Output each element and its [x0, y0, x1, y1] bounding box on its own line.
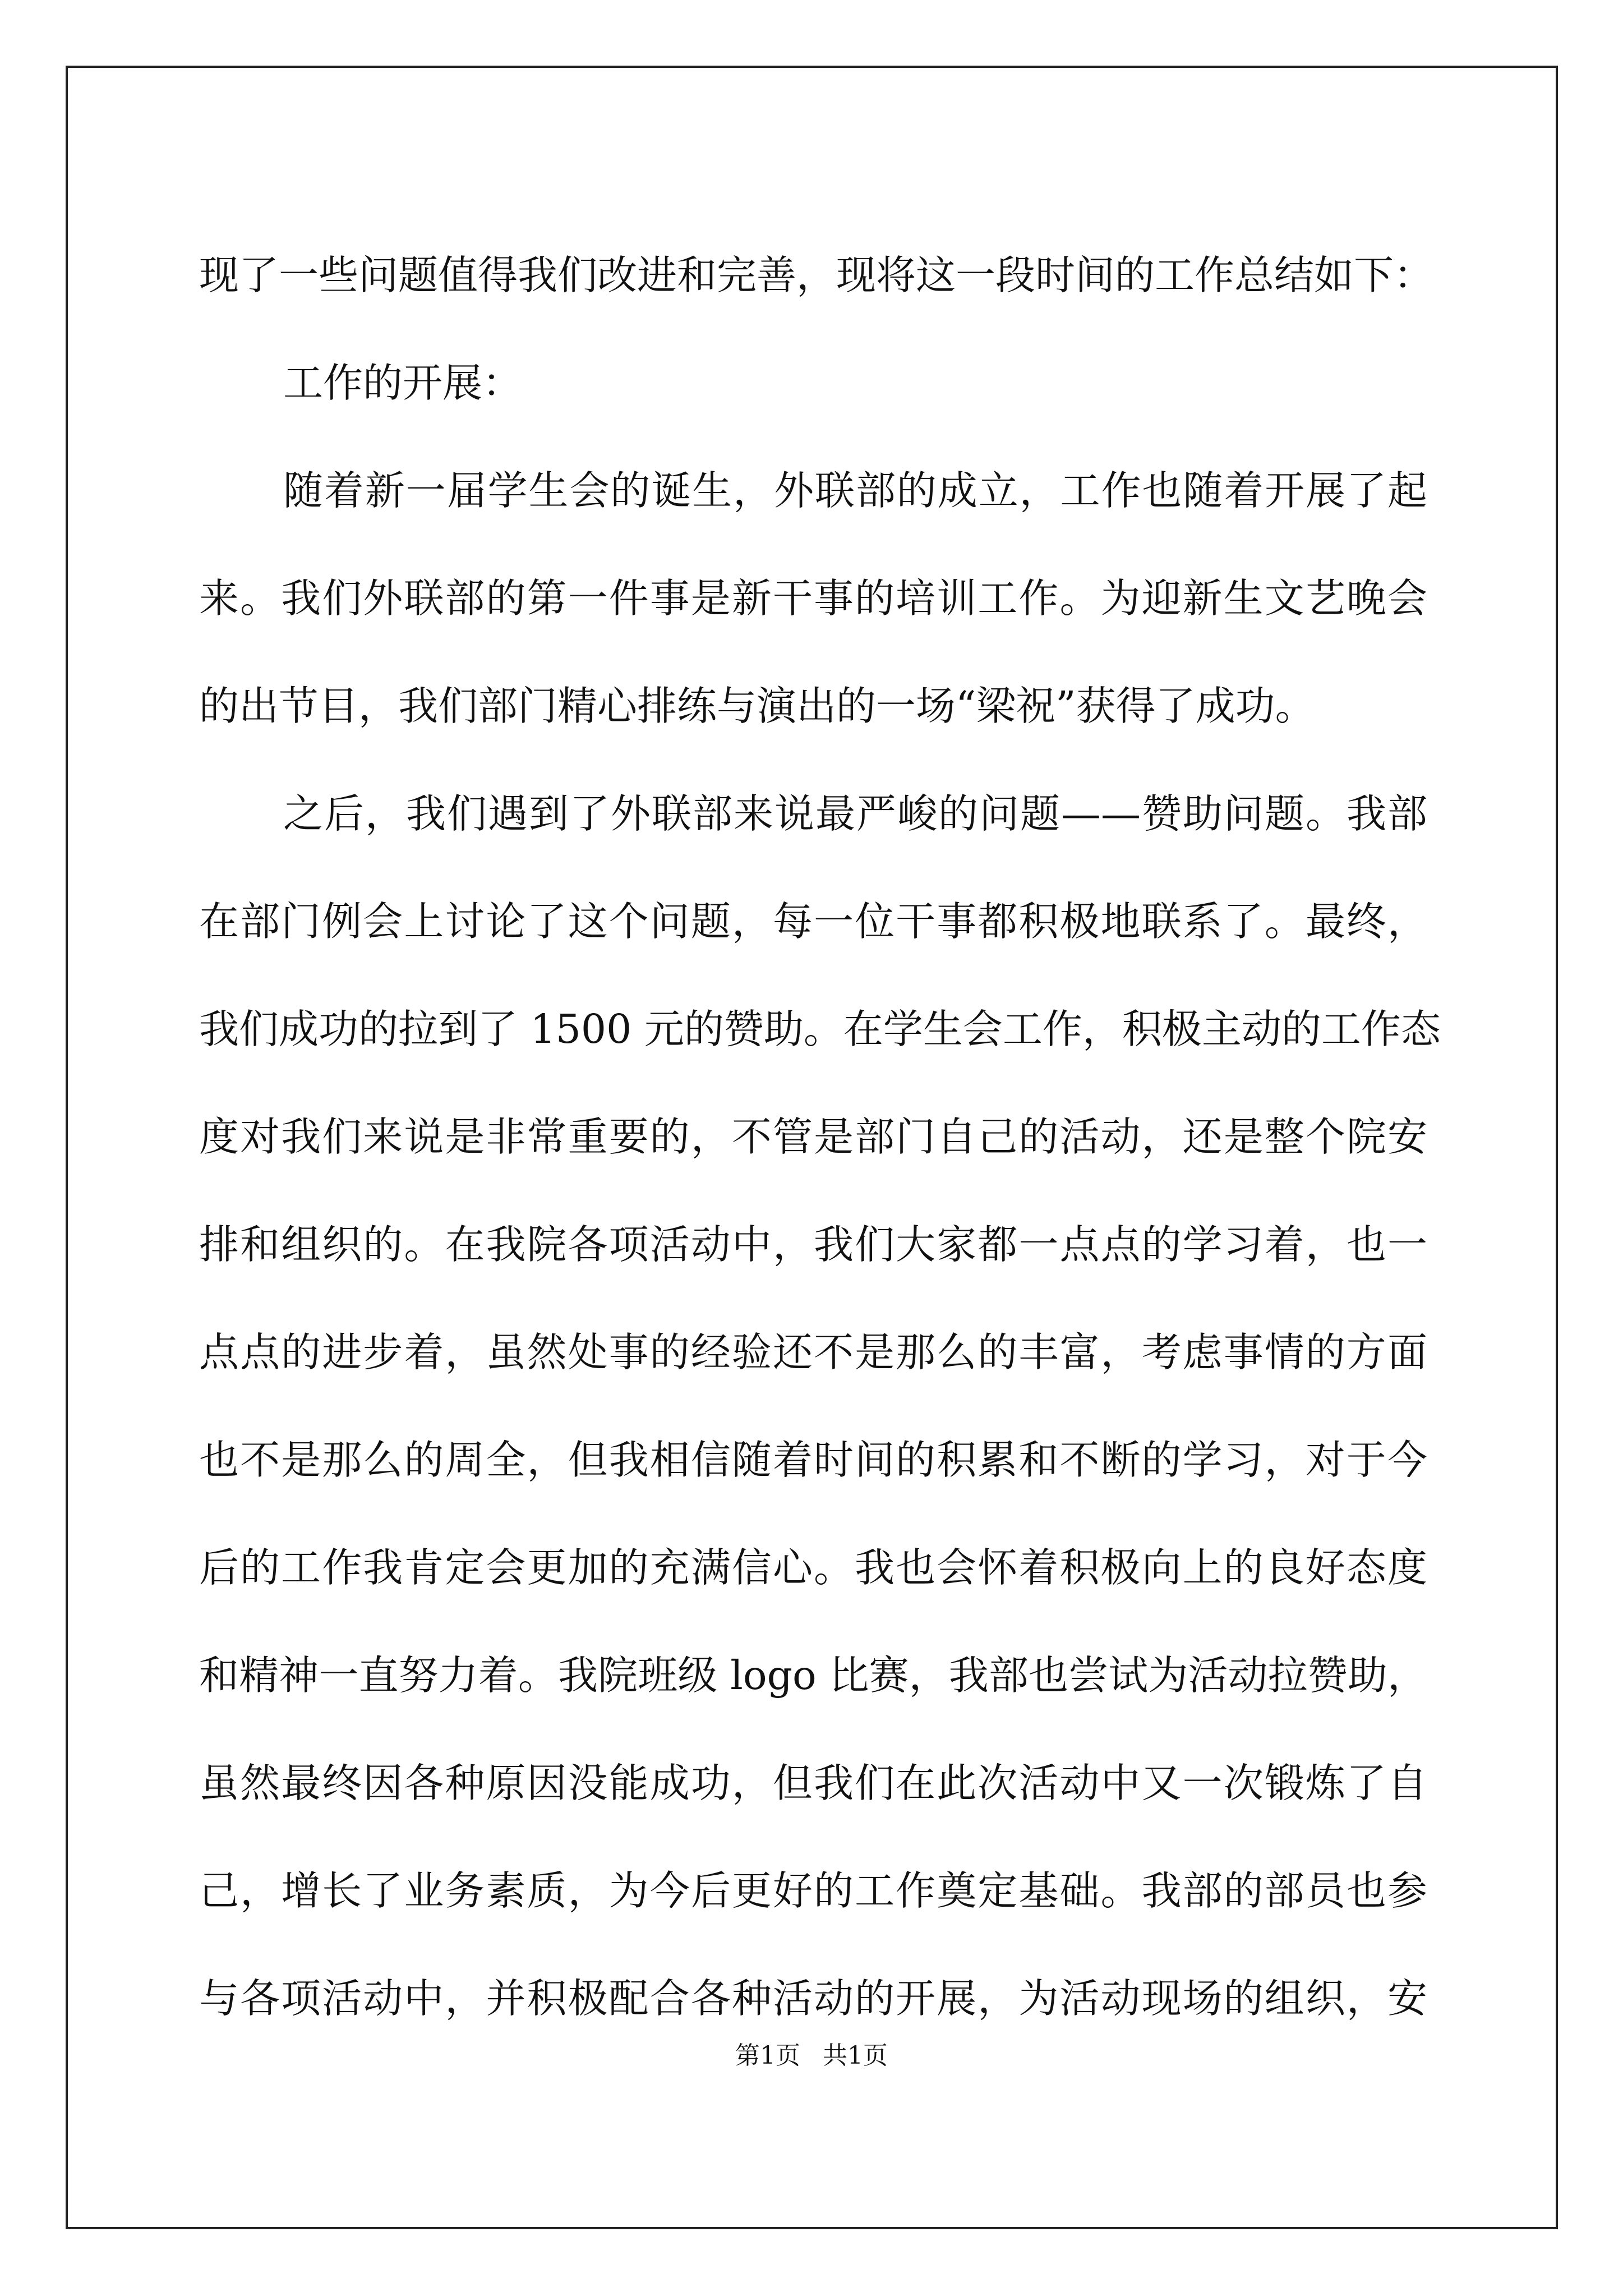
paragraph-line: 排和组织的。在我院各项活动中，我们大家都一点点的学习着，也一	[199, 1221, 1427, 1268]
paragraph-line: 后的工作我肯定会更加的充满信心。我也会怀着积极向上的良好态度	[199, 1544, 1427, 1591]
paragraph-line: 随着新一届学生会的诞生，外联部的成立，工作也随着开展了起	[283, 467, 1427, 514]
paragraph-line: 我们成功的拉到了 1500 元的赞助。在学生会工作，积极主动的工作态	[199, 1006, 1441, 1052]
page-footer	[0, 2039, 1623, 2073]
paragraph-line: 与各项活动中，并积极配合各种活动的开展，为活动现场的组织，安	[199, 1975, 1427, 2022]
paragraph-line: 来。我们外联部的第一件事是新干事的培训工作。为迎新生文艺晚会	[199, 575, 1427, 622]
paragraph-line: 现了一些问题值得我们改进和完善，现将这一段时间的工作总结如下：	[199, 252, 1434, 298]
paragraph-line: 也不是那么的周全，但我相信随着时间的积累和不断的学习，对于今	[199, 1437, 1427, 1483]
paragraph-line: 度对我们来说是非常重要的，不管是部门自己的活动，还是整个院安	[199, 1114, 1427, 1160]
paragraph-line: 和精神一直努力着。我院班级 logo 比赛，我部也尝试为活动拉赞助，	[199, 1652, 1427, 1699]
paragraph-line: 虽然最终因各种原因没能成功，但我们在此次活动中又一次锻炼了自	[199, 1760, 1427, 1806]
document-body	[199, 222, 1441, 2053]
paragraph-line: 的出节目，我们部门精心排练与演出的一场“梁祝”获得了成功。	[199, 683, 1315, 729]
paragraph-line: 在部门例会上讨论了这个问题，每一位干事都积极地联系了。最终，	[199, 898, 1427, 945]
paragraph-line: 己，增长了业务素质，为今后更好的工作奠定基础。我部的部员也参	[199, 1867, 1427, 1914]
paragraph-line: 之后，我们遇到了外联部来说最严峻的问题——赞助问题。我部	[283, 790, 1427, 837]
page-total: 共1页	[823, 2041, 888, 2070]
page-number: 第1页	[735, 2041, 800, 2070]
paragraph-line: 点点的进步着，虽然处事的经验还不是那么的丰富，考虑事情的方面	[199, 1329, 1427, 1375]
section-heading: 工作的开展：	[283, 360, 523, 406]
